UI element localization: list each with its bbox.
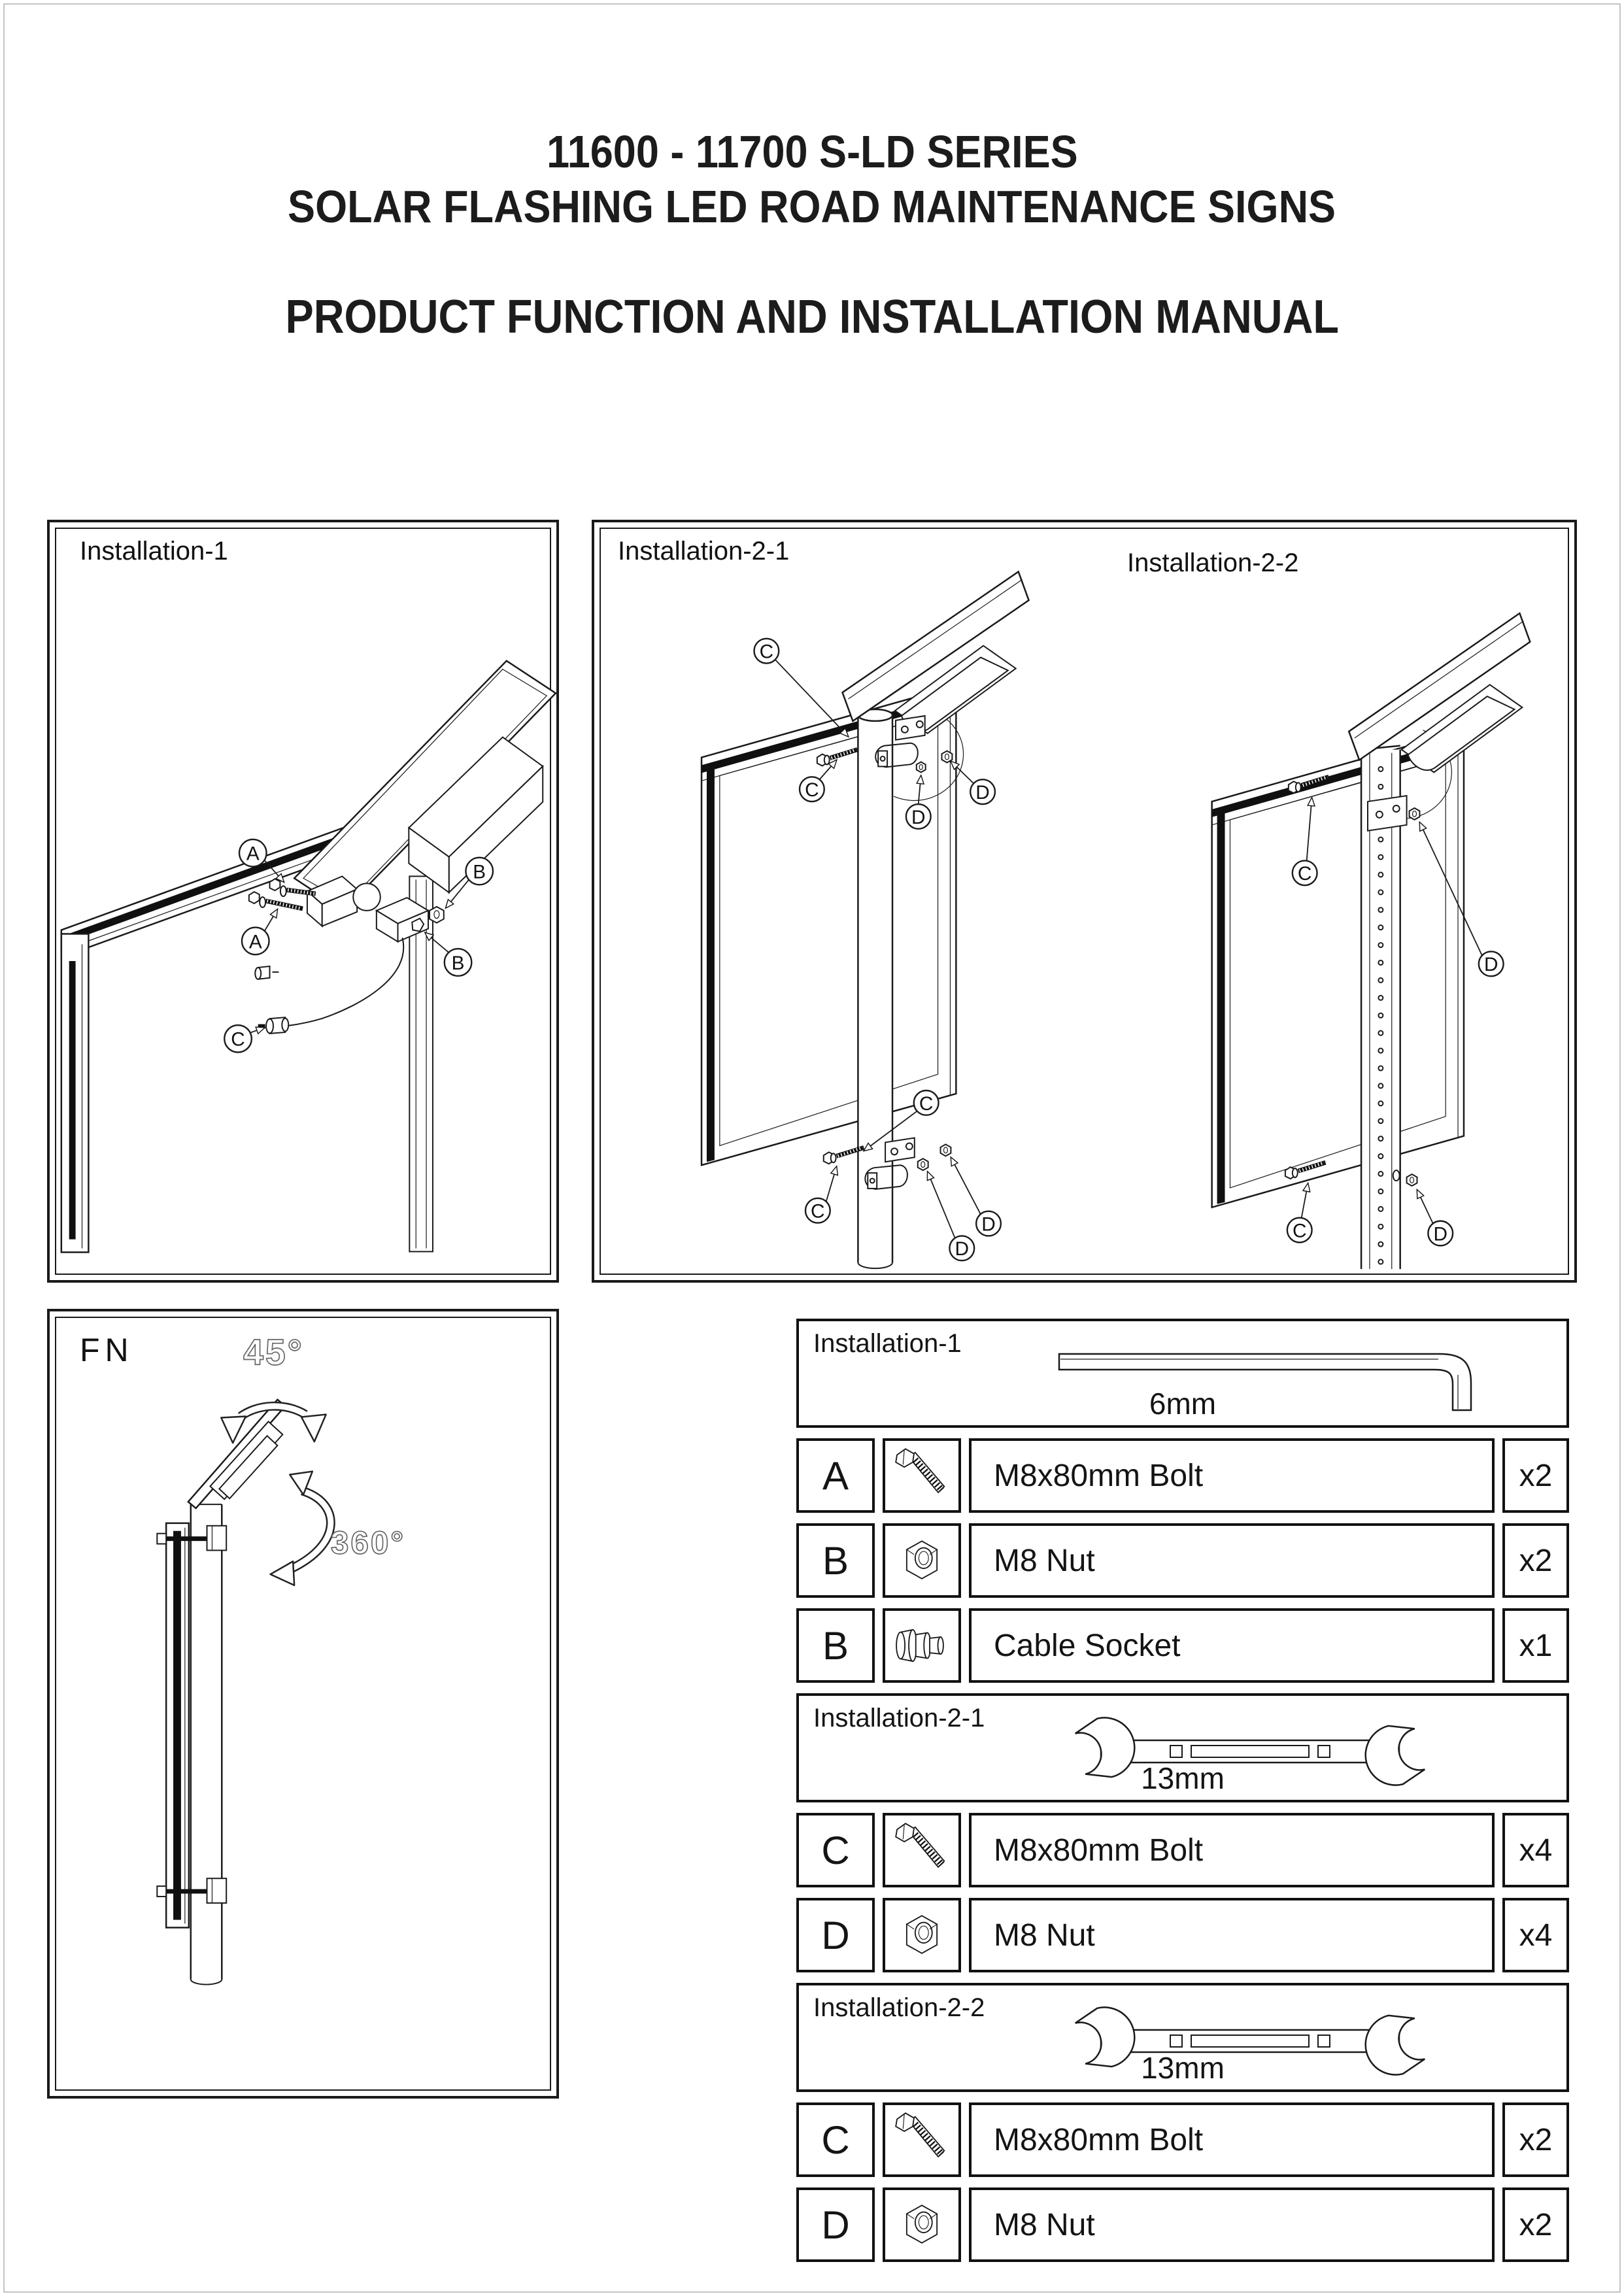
part-quantity: x2 <box>1502 2187 1569 2262</box>
parts-row <box>796 1898 1569 1972</box>
svg-text:C: C <box>811 1200 825 1223</box>
nut-b-floating <box>430 907 444 923</box>
part-icon-cell <box>883 1898 961 1972</box>
svg-text:D: D <box>975 782 990 804</box>
part-quantity: x2 <box>1502 1523 1569 1598</box>
parts-row <box>796 2187 1569 2262</box>
svg-text:B: B <box>451 952 465 974</box>
parts-header-label: Installation-2-2 <box>813 1993 985 2022</box>
part-description: M8 Nut <box>969 1523 1495 1598</box>
part-description: M8x80mm Bolt <box>969 2102 1495 2177</box>
svg-text:D: D <box>911 806 926 828</box>
part-icon-cell <box>883 2187 961 2262</box>
part-ref: B <box>796 1523 875 1598</box>
svg-text:D: D <box>1433 1223 1447 1245</box>
nut-icon <box>887 2192 956 2257</box>
svg-text:A: A <box>246 843 260 865</box>
svg-text:C: C <box>231 1028 245 1051</box>
bolt-icon <box>887 1443 956 1508</box>
rotate-angle-label: 360° <box>330 1525 406 1561</box>
cable-socket-icon <box>887 1613 956 1678</box>
svg-text:D: D <box>981 1213 996 1236</box>
tool-size-label: 13mm <box>1141 2051 1225 2085</box>
part-icon-cell <box>883 1438 961 1513</box>
page-title-manual: PRODUCT FUNCTION AND INSTALLATION MANUAL <box>285 291 1339 343</box>
part-quantity: x2 <box>1502 1438 1569 1513</box>
callout-d-right-2-1 <box>951 761 995 804</box>
nut-d-bottom-2-2-1 <box>941 1144 951 1156</box>
parts-header-installation-1 <box>796 1319 1569 1428</box>
installation-2-diagram-box <box>592 520 1577 1283</box>
nut-icon <box>887 1528 956 1593</box>
nut-d-top-2-2 <box>1410 808 1420 820</box>
callout-a-2 <box>242 909 277 954</box>
svg-text:D: D <box>955 1238 970 1260</box>
callout-d-bottom-2-2 <box>1417 1190 1453 1245</box>
solar-panel <box>294 661 556 911</box>
installation-2-2-label: Installation-2-2 <box>1127 549 1299 577</box>
solar-panel-side <box>188 1400 285 1508</box>
sign-frame-2-2 <box>1212 730 1464 1207</box>
tool-size-label: 13mm <box>1141 1761 1225 1795</box>
installation-1-drawing <box>50 522 556 1280</box>
parts-header-label: Installation-2-1 <box>813 1704 985 1732</box>
callout-d-bottom-2-2-1 <box>951 1157 1000 1236</box>
page-title-product: SOLAR FLASHING LED ROAD MAINTENANCE SIGNS <box>288 181 1336 232</box>
parts-row <box>796 1608 1569 1683</box>
bolt-icon <box>887 2107 956 2172</box>
post-clamp-2-2 <box>1368 796 1407 831</box>
part-description: M8 Nut <box>969 2187 1495 2262</box>
part-ref: D <box>796 2187 875 2262</box>
svg-text:C: C <box>759 641 774 663</box>
part-description: M8x80mm Bolt <box>969 1438 1495 1513</box>
parts-header-label: Installation-1 <box>813 1329 962 1358</box>
bolt-icon <box>887 1817 956 1883</box>
fn-label: FN <box>80 1332 134 1368</box>
installation-1-label: Installation-1 <box>80 537 228 566</box>
part-ref: C <box>796 1813 875 1887</box>
svg-text:A: A <box>248 931 262 953</box>
parts-row <box>796 1438 1569 1513</box>
fn-drawing <box>50 1311 556 2096</box>
bolt-a-2 <box>249 892 303 909</box>
svg-text:D: D <box>1483 954 1498 976</box>
callout-c-bottom-2-1 <box>805 1166 837 1223</box>
nut-d-edge-2-1 <box>942 751 953 763</box>
parts-row <box>796 2102 1569 2177</box>
svg-text:C: C <box>1292 1220 1307 1242</box>
cable-and-socket <box>255 937 403 1033</box>
part-description: M8x80mm Bolt <box>969 1813 1495 1887</box>
callout-c-top-2-1 <box>754 639 848 737</box>
parts-row <box>796 1813 1569 1887</box>
page-title-series: 11600 - 11700 S-LD SERIES <box>546 126 1078 177</box>
installation-2-drawing <box>594 522 1574 1280</box>
svg-text:B: B <box>473 861 486 883</box>
part-description: Cable Socket <box>969 1608 1495 1683</box>
part-description: M8 Nut <box>969 1898 1495 1972</box>
solar-assembly-2-2 <box>1349 613 1530 772</box>
parts-row <box>796 1523 1569 1598</box>
part-quantity: x4 <box>1502 1813 1569 1887</box>
part-ref: B <box>796 1608 875 1683</box>
nut-d-clamp-2-1 <box>917 762 926 772</box>
parts-table <box>796 1319 1569 2272</box>
sign-side <box>166 1523 189 1928</box>
part-ref: C <box>796 2102 875 2177</box>
part-icon-cell <box>883 1608 961 1683</box>
solar-assembly-2-1 <box>843 571 1029 733</box>
fn-function-diagram-box <box>47 1309 559 2099</box>
installation-1-diagram-box <box>47 520 559 1283</box>
parts-header-installation-2-2 <box>796 1983 1569 2092</box>
part-icon-cell <box>883 2102 961 2177</box>
callout-c-bottom-2-2 <box>1287 1183 1312 1242</box>
rotate-arrow-360 <box>271 1472 331 1585</box>
svg-text:C: C <box>1297 863 1312 885</box>
part-icon-cell <box>883 1523 961 1598</box>
parts-header-installation-2-1 <box>796 1693 1569 1802</box>
pole-side <box>191 1504 222 1984</box>
svg-text:C: C <box>919 1092 934 1115</box>
callout-d-bottom-1-2-1 <box>928 1172 975 1260</box>
tool-size-label: 6mm <box>1149 1387 1217 1421</box>
nut-icon <box>887 1902 956 1968</box>
part-quantity: x1 <box>1502 1608 1569 1683</box>
callout-c <box>224 1025 264 1053</box>
part-quantity: x4 <box>1502 1898 1569 1972</box>
part-icon-cell <box>883 1813 961 1887</box>
tilt-angle-label: 45° <box>243 1332 304 1373</box>
part-quantity: x2 <box>1502 2102 1569 2177</box>
nut-d-bottom-1-2-1 <box>918 1158 928 1170</box>
installation-2-1-label: Installation-2-1 <box>618 537 790 566</box>
part-ref: D <box>796 1898 875 1972</box>
svg-text:C: C <box>805 779 819 802</box>
part-ref: A <box>796 1438 875 1513</box>
